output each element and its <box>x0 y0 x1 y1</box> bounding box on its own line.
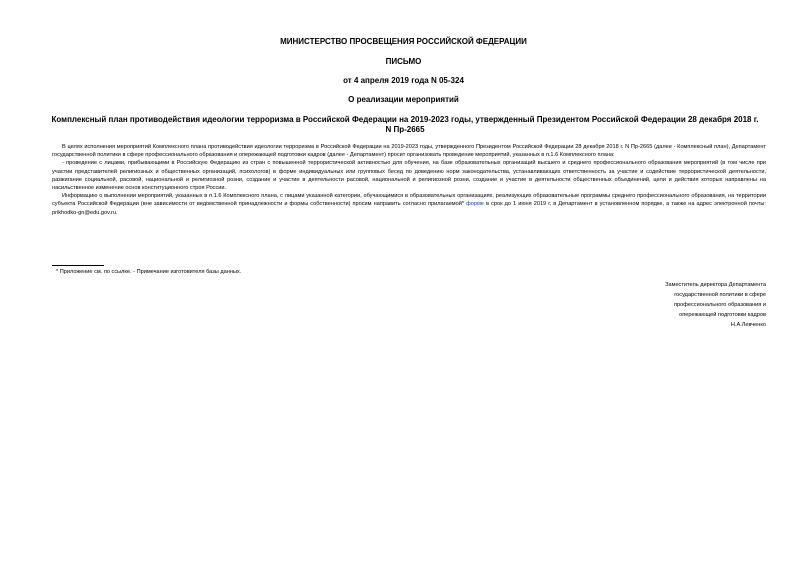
paragraph-3-text: Информацию о выполнении мероприятий, указанных в п.1.6 Комплексного плана, с лицами указанной категории, обучающимися в образовательных организациях, реализующих образовательные программы среднего профессионального образования, на территории субъекта Российской Федерации (вне зависимости от ведомственной принадлежности и формы собственности) просим направить согласно прилагаемой* <box>52 193 766 208</box>
paragraph-3 <box>52 192 766 217</box>
signature-position-line-3: профессионального образования и <box>674 302 766 308</box>
form-link[interactable]: форме <box>466 201 484 208</box>
letter-body <box>52 143 766 217</box>
signature-position-line-4: опережающей подготовки кадров <box>679 312 766 318</box>
paragraph-1: В целях исполнения мероприятий Комплексного плана противодействия идеологии терроризма в Российской Федерации на 2019-2023 годы, утвержденного Президентом Российской Федерации 28 декабря 2018 г. N Пр-2665 (далее - Комплексный план), Департамент государственной политики в сфере профессионального образования и опережающей подготовки кадров (далее - Департамент) просит организовать проведение мероприятий, указанных в п.1.6 Комплексного плана: <box>52 144 766 159</box>
signature-block <box>586 280 766 330</box>
paragraph-2: - проведение с лицами, прибывающими в Российскую Федерацию из стран с повышенной террористической активностью для обучения, на базе образовательных организаций высшего и среднего профессионального образования мероприятий (в том числе при участии представителей религиозных и общественных организаций, психологов) в форме индивидуальных или групповых бесед по доведению норм законодательства, устанавливающих ответственность за участие и содействие террористической деятельности, разжигание социальной, расовой, национальной и религиозной розни, создание и участие в деятельности расовой, национальной и религиозной розни, создание и участие в деятельности общественных объединений, цели и действия которых направлены на насильственное изменение основ конституционного строя России. <box>52 160 766 192</box>
signature-position-line-1: Заместитель директора Департамента <box>665 282 766 288</box>
document-title: Комплексный план противодействия идеологии терроризма в Российской Федерации на 2019-2023 годы, утвержденный Президентом Российской Федерации 28 декабря 2018 г. N Пр-2665 <box>51 115 759 134</box>
signature-position-line-2: государственной политики в сфере <box>674 292 766 298</box>
document-date-number: от 4 апреля 2019 года N 05-324 <box>343 76 464 85</box>
document-subject: О реализации мероприятий <box>348 95 459 104</box>
signatory-name: Н.А.Левченко <box>730 322 766 328</box>
paragraph-3-text-end: в срок до 1 июня 2019 г. в Департамент в установленном порядке, а также на адрес электронной почты: prikhodko-gn@edu.gov.ru. <box>52 201 766 216</box>
document-type: ПИСЬМО <box>385 57 422 66</box>
footnote: * Приложение см. по ссылке. - Примечание изготовителя базы данных. <box>56 269 242 275</box>
ministry-heading: МИНИСТЕРСТВО ПРОСВЕЩЕНИЯ РОССИЙСКОЙ ФЕДЕРАЦИИ <box>280 37 527 46</box>
footnote-divider <box>52 265 104 266</box>
